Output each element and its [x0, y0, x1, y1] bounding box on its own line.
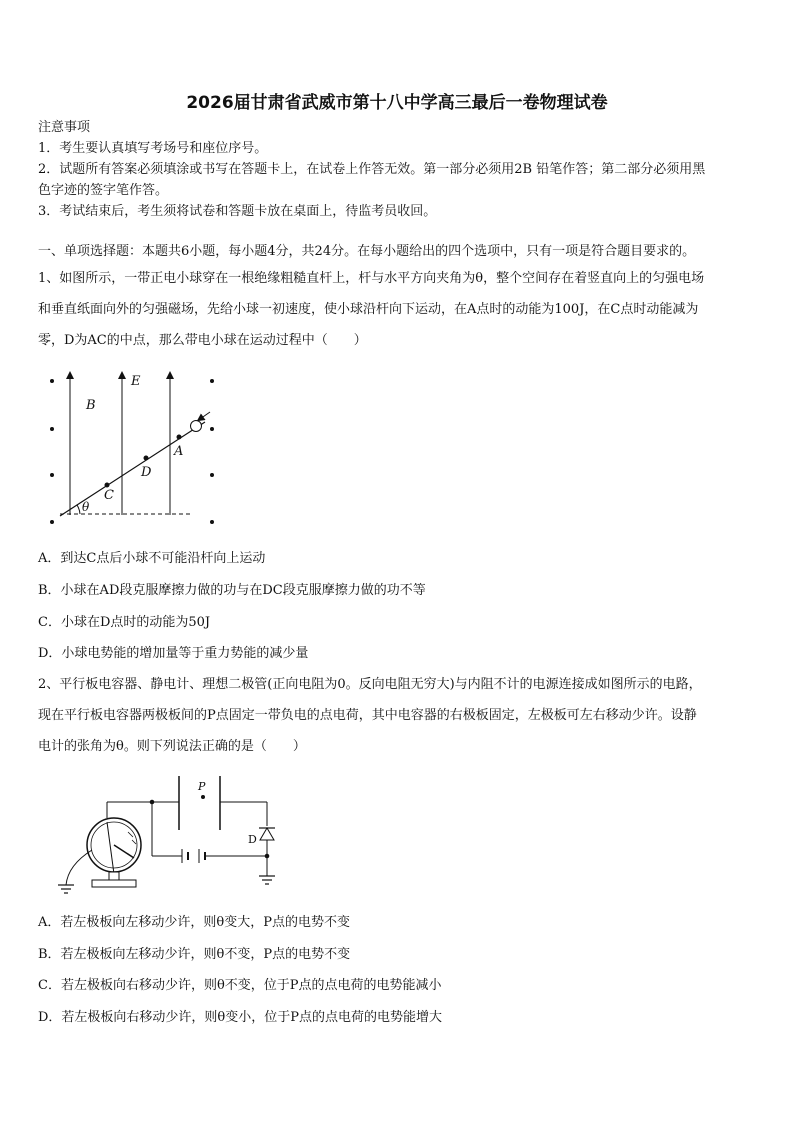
diode-icon — [260, 828, 274, 840]
notice-heading: 注意事项 — [38, 120, 91, 135]
wire — [66, 850, 92, 885]
label-p: P — [198, 780, 206, 793]
label-diode: D — [248, 833, 257, 846]
option-d: D．小球电势能的增加量等于重力势能的减少量 — [38, 646, 309, 661]
option-b: B．小球在AD段克服摩擦力做的功与在DC段克服摩擦力做的功不等 — [38, 583, 426, 598]
magnetic-field-dots — [50, 379, 214, 524]
point-a — [177, 435, 182, 440]
notice-item: 2．试题所有答案必须填涂或书写在答题卡上，在试卷上作答无效。第一部分必须用2B 铅笔作答；第二部分必须用黑 — [38, 162, 706, 177]
notice-item: 3．考试结束后，考生须将试卷和答题卡放在桌面上，待监考员收回。 — [38, 204, 437, 219]
question-text: 现在平行板电容器两极板间的P点固定一带负电的点电荷，其中电容器的右极板固定，左极板可左右移动少许。设静 — [38, 708, 697, 723]
option-a: A．到达C点后小球不可能沿杆向上运动 — [38, 551, 266, 566]
notice-item: 1．考生要认真填写考场号和座位序号。 — [38, 141, 268, 156]
label-c: C — [104, 488, 114, 503]
point-d — [144, 456, 149, 461]
label-e: E — [131, 374, 141, 389]
q2-figure — [48, 770, 288, 900]
notice-item: 色字迹的签字笔作答。 — [38, 183, 169, 198]
option-a: A．若左极板向左移动少许，则θ变大，P点的电势不变 — [38, 915, 350, 930]
label-b: B — [86, 398, 96, 413]
question-text: 电计的张角为θ。则下列说法正确的是（ ） — [38, 739, 306, 754]
section-heading: 一、单项选择题：本题共6小题，每小题4分，共24分。在每小题给出的四个选项中，只有一项是符合题目要求的。 — [38, 244, 696, 259]
option-c: C．小球在D点时的动能为50J — [38, 615, 211, 630]
label-theta: θ — [82, 500, 90, 514]
option-b: B．若左极板向左移动少许，则θ不变，P点的电势不变 — [38, 947, 351, 962]
question-text: 和垂直纸面向外的匀强磁场，先给小球一初速度，使小球沿杆向下运动，在A点时的动能为100J，在C点时动能减为 — [38, 302, 699, 317]
option-d: D．若左极板向右移动少许，则θ变小，位于P点的点电荷的电势能增大 — [38, 1010, 442, 1025]
question-text: 2、平行板电容器、静电计、理想二极管(正向电阻为0。反向电阻无穷大)与内阻不计的电源连接成如图所示的电路， — [38, 677, 702, 692]
point-c — [105, 483, 110, 488]
label-d: D — [141, 465, 152, 480]
charged-ball — [191, 421, 202, 432]
label-a: A — [174, 444, 184, 459]
option-c: C．若左极板向右移动少许，则θ不变，位于P点的点电荷的电势能减小 — [38, 978, 442, 993]
velocity-arrow — [200, 412, 210, 419]
question-text: 1、如图所示，一带正电小球穿在一根绝缘粗糙直杆上，杆与水平方向夹角为θ，整个空间存在着竖直向上的匀强电场 — [38, 271, 705, 286]
question-text: 零，D为AC的中点，那么带电小球在运动过程中（ ） — [38, 333, 367, 348]
angle-arc — [77, 505, 80, 514]
point-p — [201, 795, 205, 799]
q1-figure — [40, 365, 230, 535]
electrometer-icon — [87, 818, 141, 887]
page-title: 2026届甘肃省武威市第十八中学高三最后一卷物理试卷 — [186, 93, 608, 113]
